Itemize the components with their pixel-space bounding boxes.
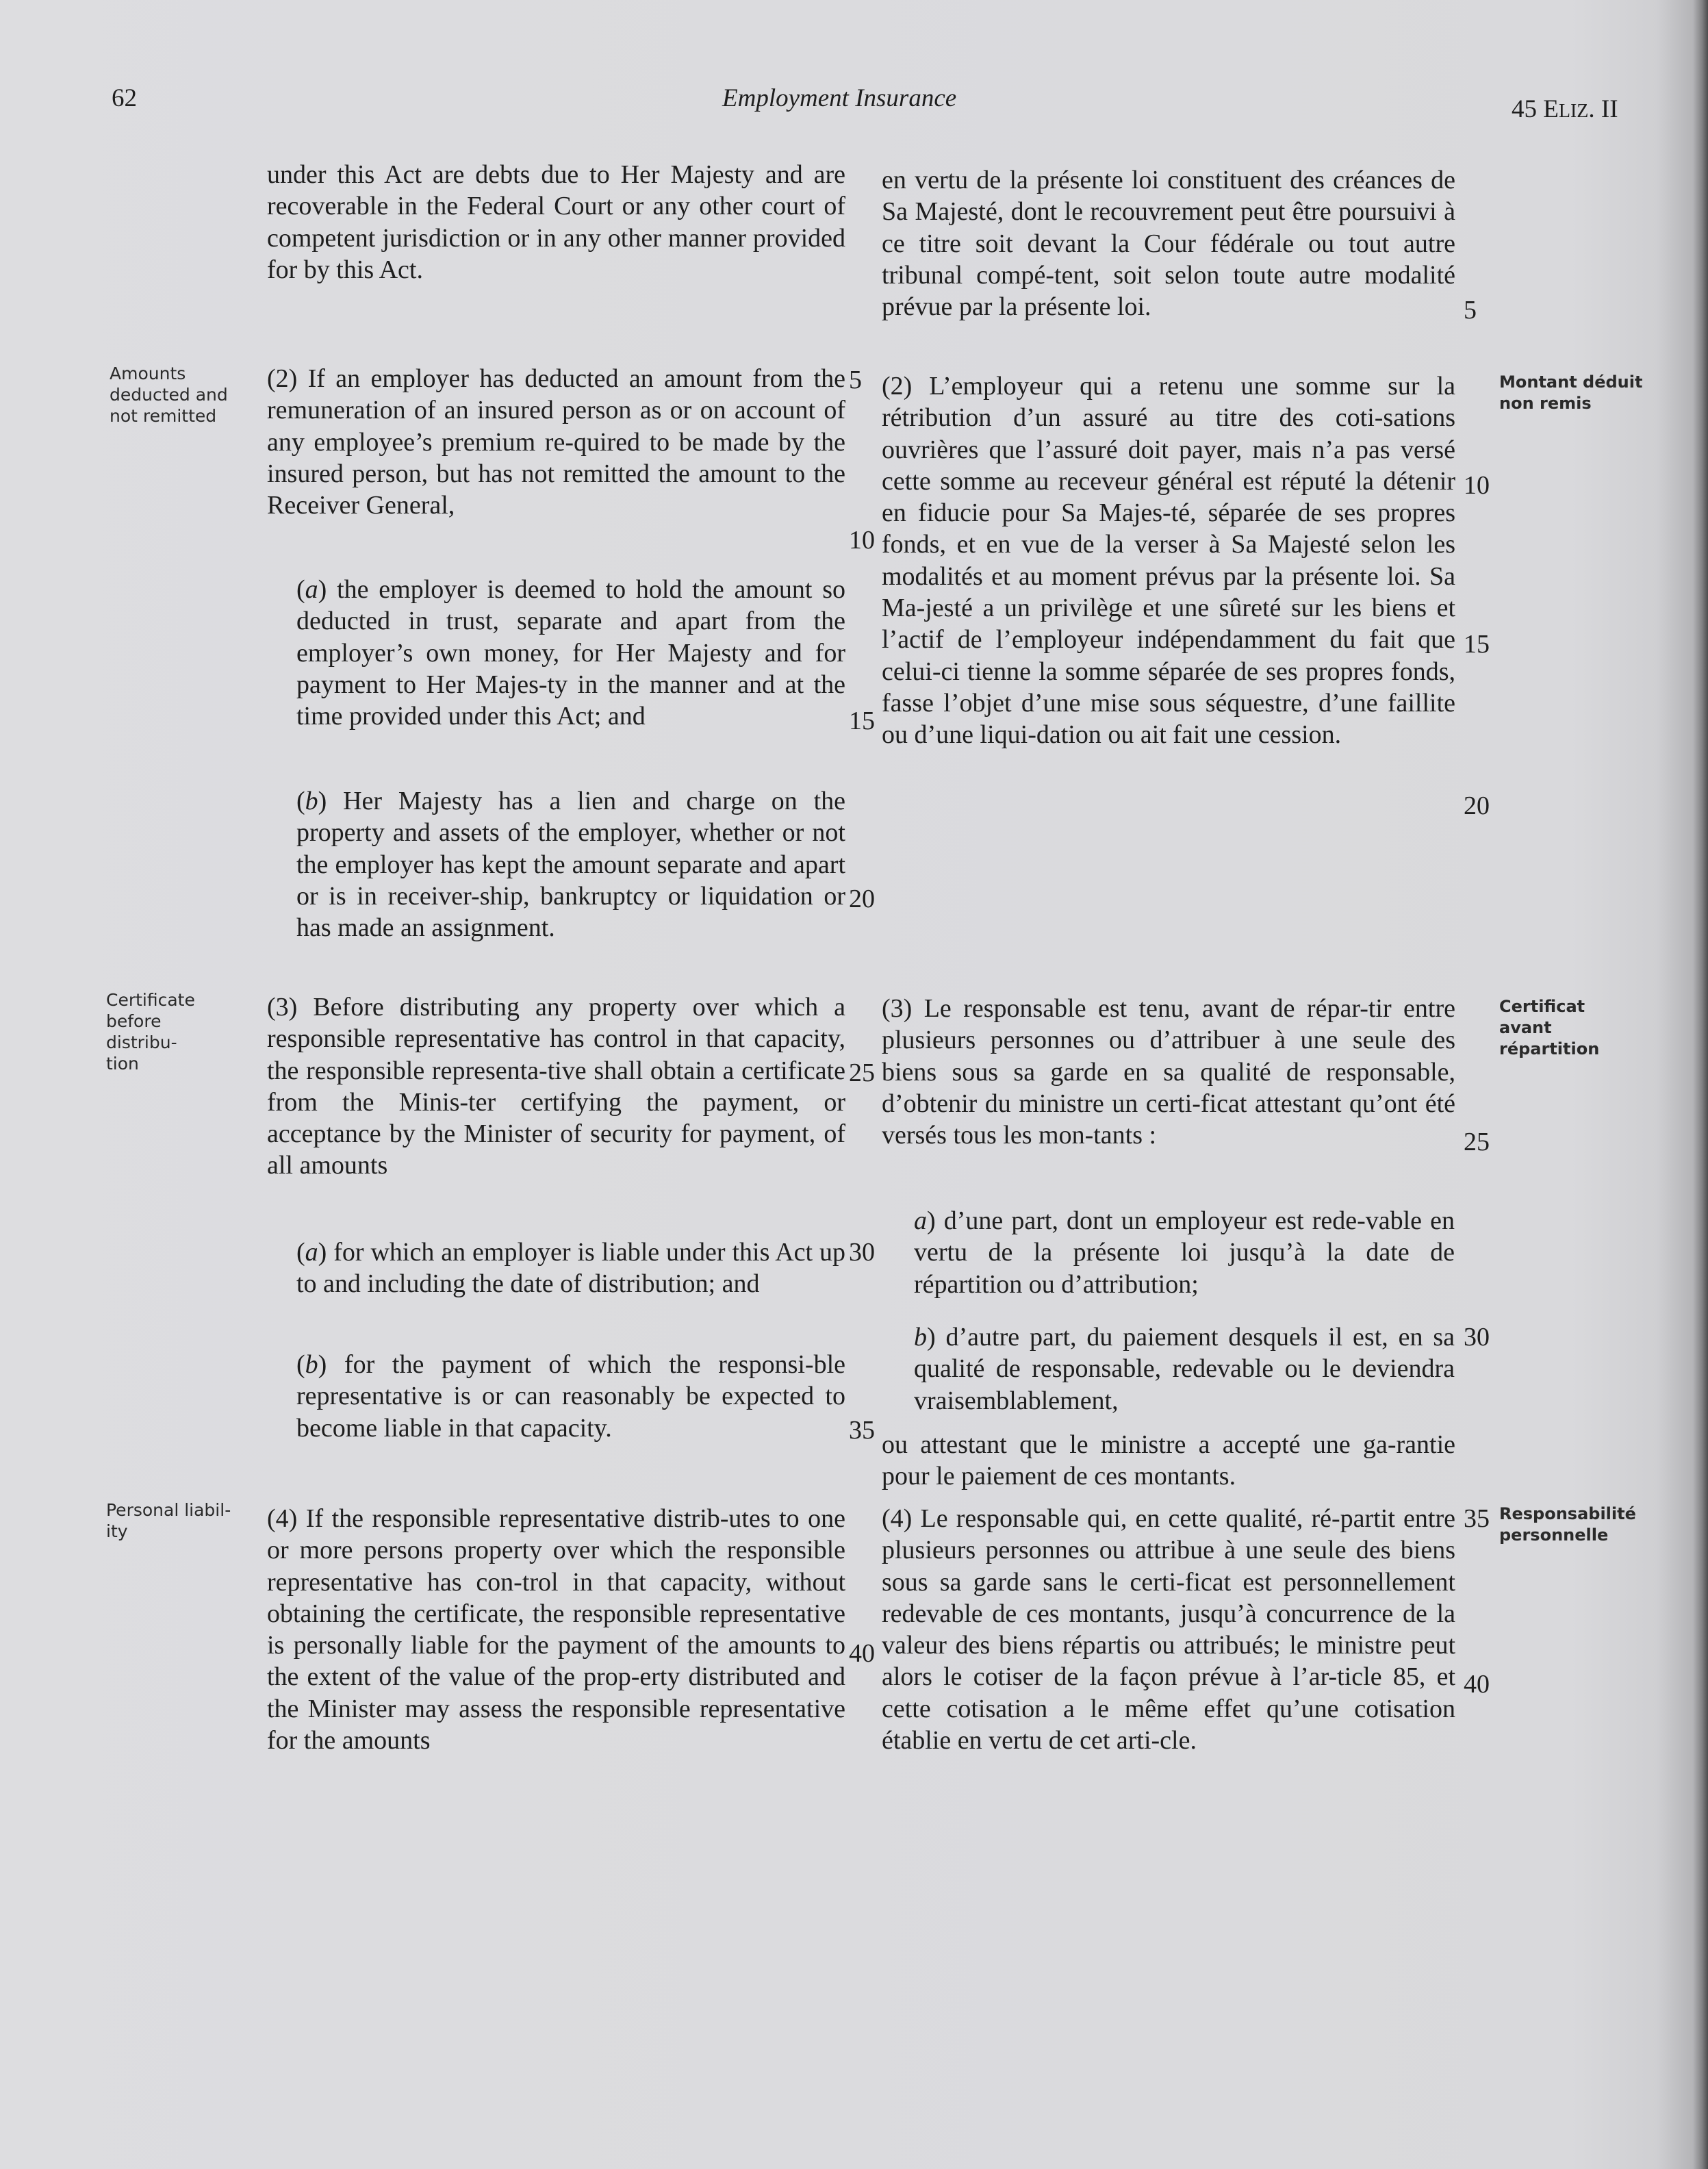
en-line-number: 20 <box>849 885 875 913</box>
en-subsection-2-a: (a) the employer is deemed to hold the amount so deducted in trust, separate and apart from the employer’s own money, for Her Majesty and for payment to Her Majes-ty in the manner and at the time provided under this Act; and <box>296 575 845 731</box>
en-line-number: 30 <box>849 1238 875 1267</box>
fr-line-number: 25 <box>1464 1128 1490 1156</box>
sidenote-responsabilite: Responsabilité personnelle <box>1499 1504 1636 1545</box>
fr-line-number: 5 <box>1464 296 1477 325</box>
fr-subsection-4: (4) Le responsable qui, en cette qualité, ré-partit entre plusieurs personnes ou attribue à une seule des biens sous sa garde sans le certi-ficat est personnellement redevable de ces montants, jusqu’à concurrence de la valeur des biens répartis ou attribués; le ministre peut alors le cotiser de la façon prévue à l’ar-ticle 85, et cette cotisation a le même effet qu’une cotisation établie en vertu de cet arti-cle. <box>882 1504 1455 1755</box>
sidenote-montant-deduit: Montant déduit non remis <box>1499 372 1643 413</box>
fr-line-number: 20 <box>1464 791 1490 820</box>
fr-line-number: 15 <box>1464 630 1490 659</box>
sidenote-personal-liability: Personal liabil- ity <box>106 1500 231 1541</box>
en-subsection-3-b: (b) for the payment of which the responsi-ble representative is or can reasonably be expected to become liable in that capacity. <box>296 1350 846 1443</box>
sidenote-certificat-avant: Certificat avant répartition <box>1499 997 1600 1058</box>
fr-line-number: 40 <box>1464 1670 1490 1699</box>
en-subsection-2: (2) If an employer has deducted an amount from the remuneration of an insured person as or on account of any employee’s premium re-quired to be made by the insured person, but has not remitted the amount to the Receiver General, <box>267 364 845 520</box>
fr-line-number: 30 <box>1464 1323 1490 1352</box>
sidenote-amounts-deducted: Amounts deducted and not remitted <box>110 364 228 426</box>
en-2b-label: b <box>305 787 318 815</box>
regnal-year-caps: LIZ <box>1558 101 1589 122</box>
en-line-number: 35 <box>849 1416 875 1445</box>
en-3a-label: a <box>305 1238 318 1267</box>
en-3b-text: for the payment of which the responsi-ble representative is or can reasonably be expected to become liable in that capacity. <box>296 1350 846 1443</box>
en-subsection-3-a: (a) for which an employer is liable under this Act up to and including the date of distribution; and <box>296 1238 845 1299</box>
fr-3b-text: d’autre part, du paiement desquels il est, en sa qualité de responsable, redevable ou le deviendra vraisemblablement, <box>914 1323 1455 1415</box>
en-line-number: 15 <box>849 707 875 735</box>
fr-3a-text: d’une part, dont un employeur est rede-vable en vertu de la présente loi jusqu’à la date de répartition ou d’attribution; <box>914 1206 1455 1299</box>
en-3a-text: for which an employer is liable under this Act up to and including the date of distribution; and <box>296 1238 845 1299</box>
fr-subsection-3-b: b) d’autre part, du paiement desquels il est, en sa qualité de responsable, redevable ou le deviendra vraisemblablement, <box>914 1323 1455 1415</box>
en-subsection-4: (4) If the responsible representative distrib-utes to one or more persons property over which the responsible representative has con-trol in that capacity, without obtaining the certificate, the responsible representative is personally liable for the payment of the amounts to the extent of the value of the prop-erty distributed and the Minister may assess the responsible representative for the amounts <box>267 1504 845 1755</box>
fr-line-number: 35 <box>1464 1504 1490 1533</box>
en-paragraph-continued: under this Act are debts due to Her Majesty and are recoverable in the Federal Court or any other court of competent jurisdiction or in any other manner provided for by this Act. <box>267 160 845 284</box>
en-line-number: 5 <box>849 366 862 394</box>
en-subsection-3: (3) Before distributing any property over which a responsible representative has control in that capacity, the responsible representa-tive shall obtain a certificate from the Minis-ter certifying the payment, or acceptance by the Minister of security for payment, of all amounts <box>267 993 845 1180</box>
fr-paragraph-continued: en vertu de la présente loi constituent des créances de Sa Majesté, dont le recouvrement peut être poursuivi à ce titre soit devant la Cour fédérale ou tout autre tribunal compé-tent, soit selon toute autre modalité prévue par la présente loi. <box>882 166 1455 322</box>
fr-3b-label: b <box>914 1323 927 1352</box>
fr-3a-label: a <box>914 1206 927 1235</box>
fr-subsection-3-tail: ou attestant que le ministre a accepté une ga-rantie pour le paiement de ces montants. <box>882 1430 1455 1491</box>
en-2a-label: a <box>305 575 318 604</box>
page-edge-shadow <box>1693 0 1708 2169</box>
regnal-year-prefix: 45 E <box>1512 95 1559 123</box>
fr-subsection-3: (3) Le responsable est tenu, avant de répar-tir entre plusieurs personnes ou d’attribuer à une seule des biens sous sa garde en sa qualité de responsable, d’obtenir du ministre un certi-ficat attestant qu’ont été versés tous les mon-tants : <box>882 994 1455 1150</box>
en-subsection-2-b: (b) Her Majesty has a lien and charge on the property and assets of the employer, whether or not the employer has kept the amount separate and apart or is in receiver-ship, bankruptcy or liquidation or has made an assignment. <box>296 787 846 943</box>
page-number: 62 <box>112 84 137 112</box>
fr-line-number: 10 <box>1464 471 1490 500</box>
fr-subsection-3-a: a) d’une part, dont un employeur est rede-vable en vertu de la présente loi jusqu’à la date de répartition ou d’attribution; <box>914 1206 1455 1299</box>
en-line-number: 10 <box>849 526 875 555</box>
en-2b-text: Her Majesty has a lien and charge on the property and assets of the employer, whether or not the employer has kept the amount separate and apart or is in receiver-ship, bankruptcy or liquidation or has made an assignment. <box>296 787 846 943</box>
fr-subsection-2: (2) L’employeur qui a retenu une somme sur la rétribution d’un assuré au titre des coti-sations ouvrières que l’assuré doit payer, mais n’a pas versé cette somme au receveur général est réputé la détenir en fiducie pour Sa Majes-té, séparée de ses propres fonds, et en vue de la verser à Sa Majesté selon les modalités et au moment prévus par la présente loi. Sa Ma-jesté a un privilège et une sûreté sur les biens et l’actif de l’employeur indépendamment du fait que celui-ci tienne la somme séparée de ses propres fonds, fasse l’objet d’une mise sous séquestre, d’une faillite ou d’une liqui-dation ou ait fait une cession. <box>882 372 1455 750</box>
en-3b-label: b <box>305 1350 318 1379</box>
sidenote-certificate: Certificate before distribu- tion <box>106 990 195 1074</box>
en-2a-text: the employer is deemed to hold the amount so deducted in trust, separate and apart from the employer’s own money, for Her Majesty and for payment to Her Majes-ty in the manner and at the time provided under this Act; and <box>296 575 845 731</box>
en-line-number: 40 <box>849 1639 875 1668</box>
running-title: Employment Insurance <box>722 84 957 112</box>
en-line-number: 25 <box>849 1058 875 1087</box>
regnal-year <box>1512 94 1618 124</box>
regnal-year-suffix: . II <box>1588 95 1618 123</box>
